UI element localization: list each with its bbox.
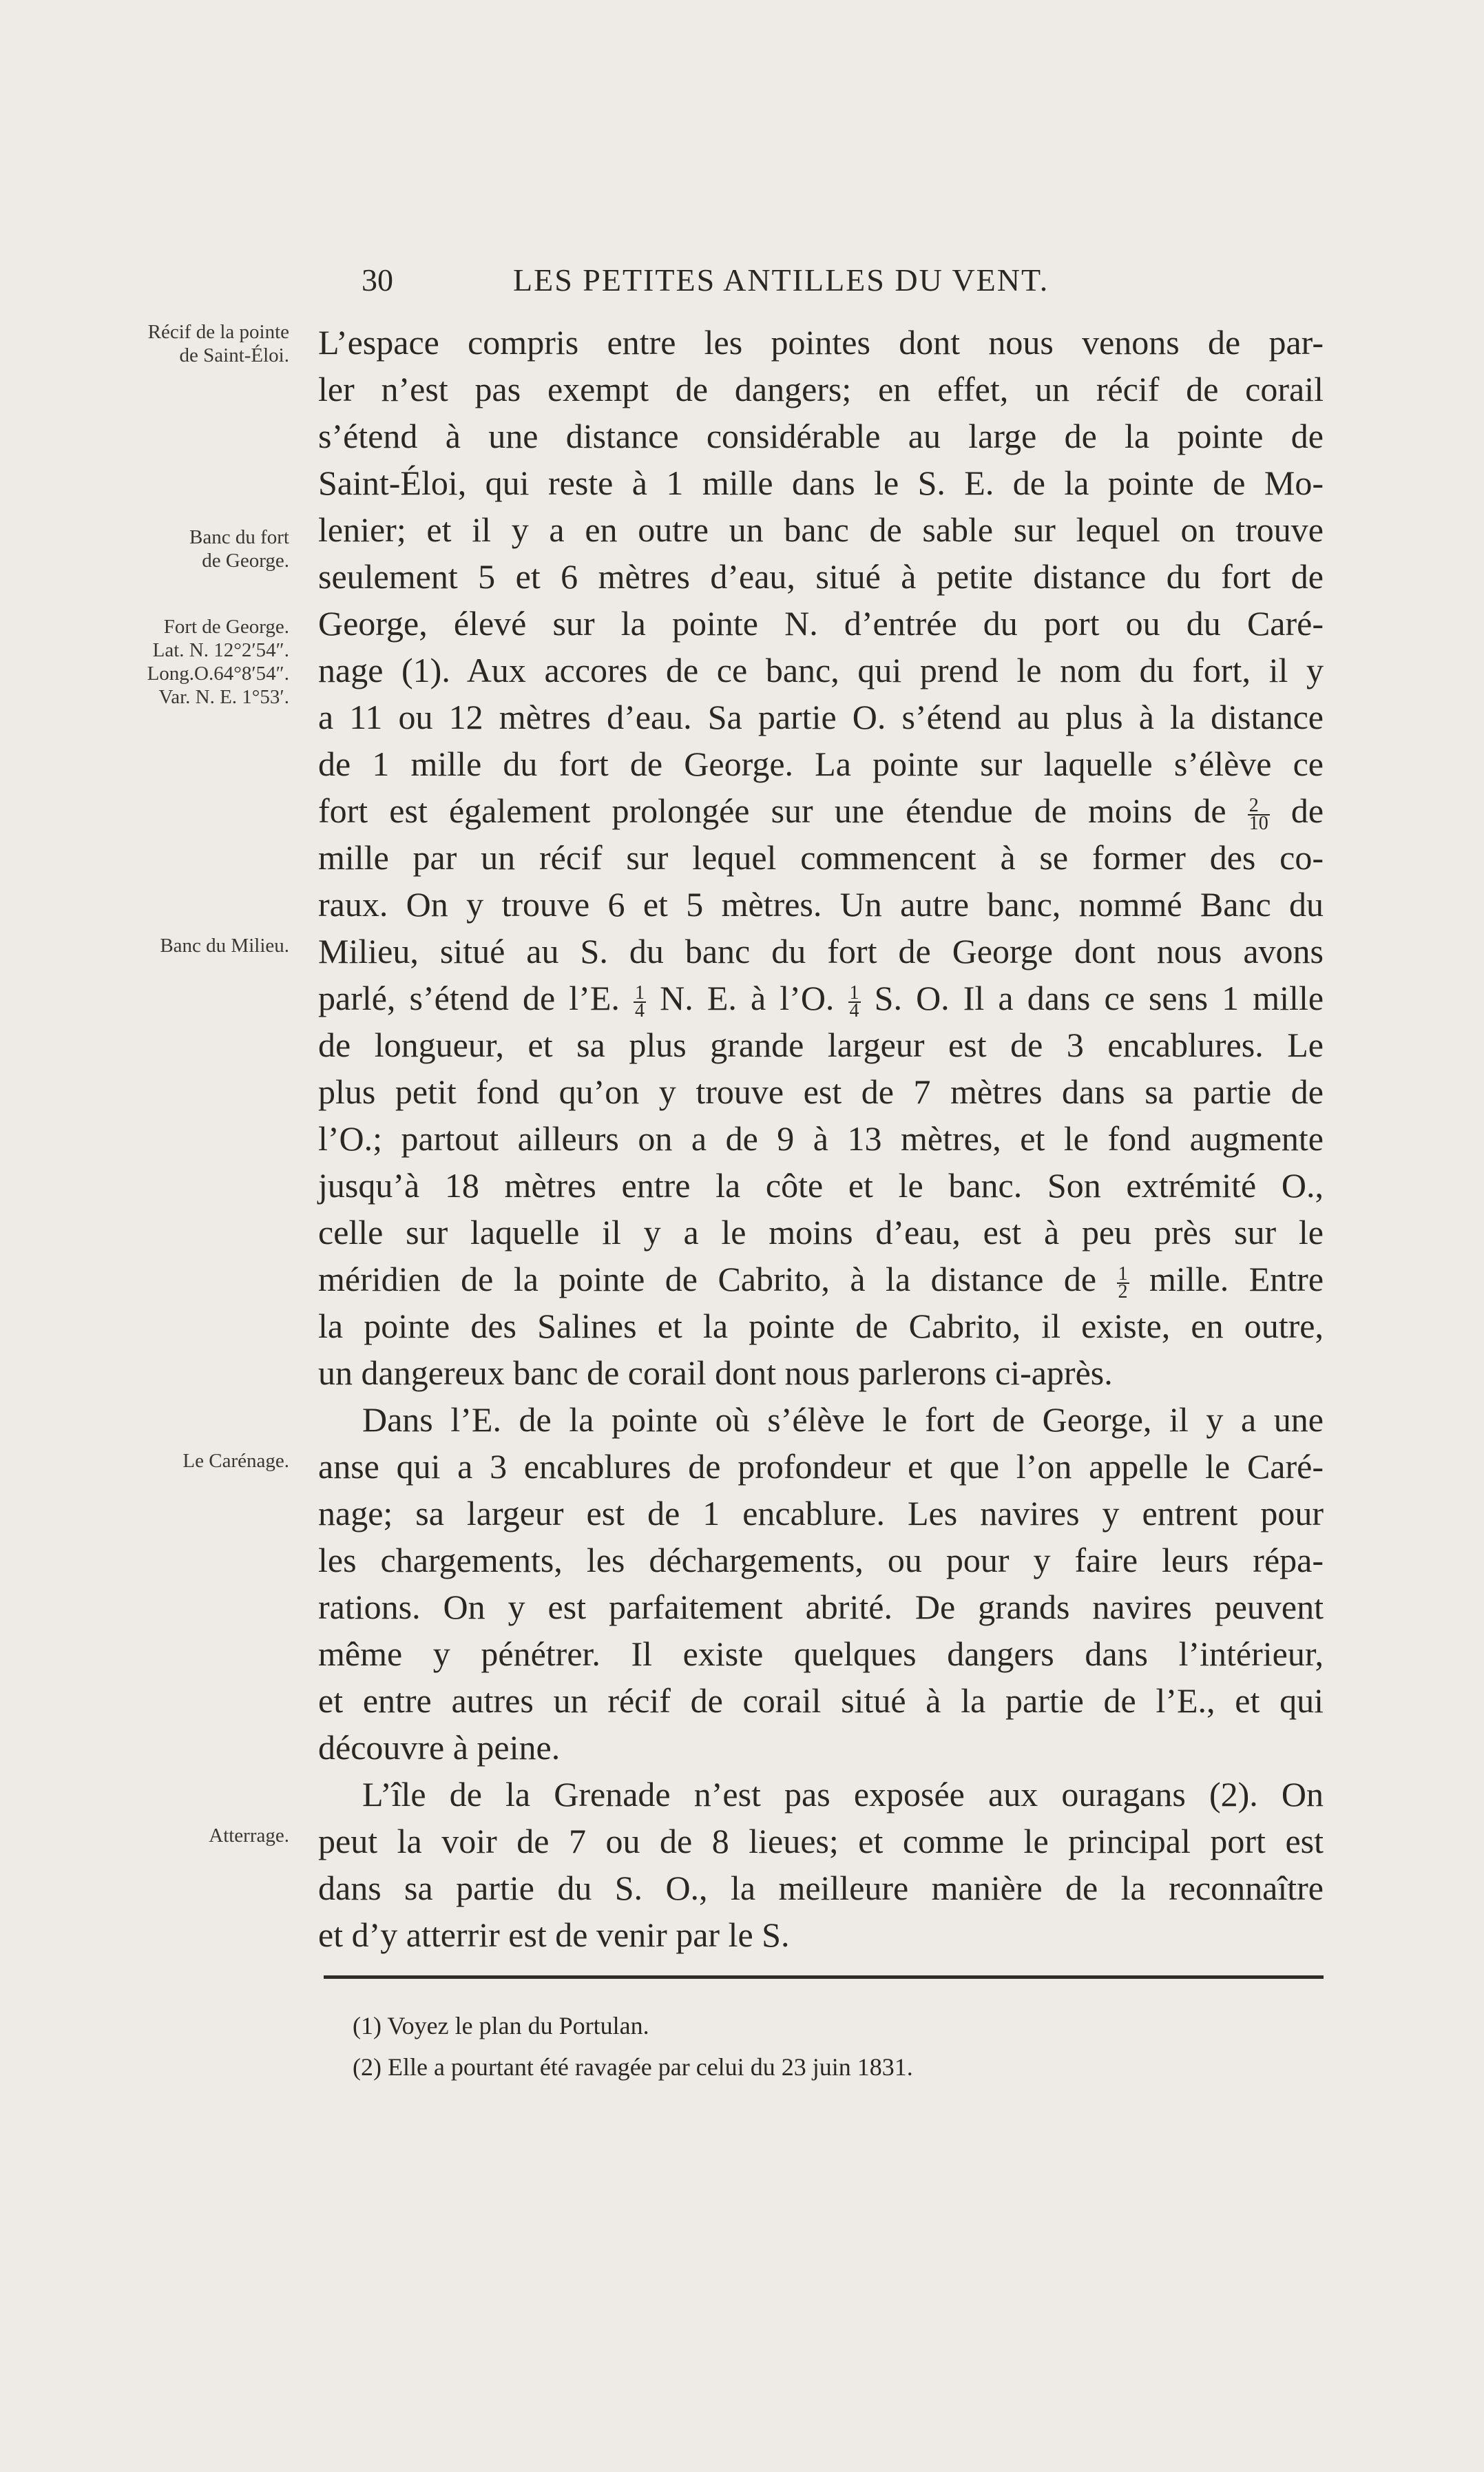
fraction-quarter <box>848 981 861 1021</box>
text-line: raux. On y trouve 6 et 5 mètres. Un autre banc, nommé Banc du <box>318 885 1324 924</box>
text-line: et entre autres un récif de corail situé à la partie de l’E., et qui <box>318 1681 1324 1720</box>
margin-note-recif-saint-eloi <box>148 320 289 367</box>
margin-note-line: de George. <box>202 550 289 572</box>
margin-note-line: Long.O.64°8′54″. <box>147 663 289 685</box>
margin-note-banc-fort-george <box>189 526 289 572</box>
text-line: de 1 mille du fort de George. La pointe sur laquelle s’élève ce <box>318 745 1324 783</box>
text-line: jusqu’à 18 mètres entre la côte et le banc. Son extrémité O., <box>318 1166 1324 1205</box>
text-line: et d’y atterrir est de venir par le S. <box>318 1915 790 1954</box>
fraction-denominator: 4 <box>849 999 859 1021</box>
text-line: Dans l’E. de la pointe où s’élève le fort de George, il y a une <box>362 1400 1324 1439</box>
text-line: mille par un récif sur lequel commencent à se former des co- <box>318 838 1324 877</box>
text-segment: parlé, s’étend de l’E. <box>318 979 620 1017</box>
text-segment: méridien de la pointe de Cabrito, à la distance de <box>318 1260 1097 1298</box>
text-line: lenier; et il y a en outre un banc de sable sur lequel on trouve <box>318 510 1324 549</box>
fraction-numerator: 2 <box>1248 798 1270 816</box>
text-line <box>318 1256 1324 1302</box>
text-line: Milieu, situé au S. du banc du fort de George dont nous avons <box>318 932 1324 970</box>
fraction-half <box>1117 1263 1129 1302</box>
text-segment: N. E. à l’O. <box>660 979 835 1017</box>
text-line: L’espace compris entre les pointes dont nous venons de par- <box>318 323 1324 362</box>
text-line: celle sur laquelle il y a le moins d’eau, est à peu près sur le <box>318 1213 1324 1251</box>
fraction-numerator: 1 <box>1118 1263 1128 1285</box>
page-header <box>362 262 1326 303</box>
text-line: George, élevé sur la pointe N. d’entrée du port ou du Caré- <box>318 604 1324 643</box>
fraction-numerator: 1 <box>635 981 645 1004</box>
text-line: les chargements, les déchargements, ou pour y faire leurs répa- <box>318 1541 1324 1579</box>
fraction-denominator: 2 <box>1118 1280 1128 1302</box>
text-line: même y pénétrer. Il existe quelques dangers dans l’intérieur, <box>318 1634 1324 1673</box>
text-line: ler n’est pas exempt de dangers; en effet, un récif de corail <box>318 370 1324 408</box>
text-segment: S. O. Il a dans ce sens 1 mille <box>874 979 1324 1017</box>
fraction-numerator: 1 <box>849 981 859 1004</box>
page-number: 30 <box>362 262 393 298</box>
text-segment: fort est également prolongée sur une étendue de moins de <box>318 791 1226 830</box>
margin-note-line: de Saint-Éloi. <box>179 344 289 366</box>
fraction-denominator: 4 <box>635 999 645 1021</box>
footnote-1: (1) Voyez le plan du Portulan. <box>353 2012 649 2039</box>
margin-note-line: Atterrage. <box>209 1825 289 1847</box>
text-line: de longueur, et sa plus grande largeur est de 3 encablures. Le <box>318 1026 1324 1064</box>
text-line: s’étend à une distance considérable au large de la pointe de <box>318 417 1324 455</box>
text-line: seulement 5 et 6 mètres d’eau, situé à petite distance du fort de <box>318 557 1324 596</box>
text-line: a 11 ou 12 mètres d’eau. Sa partie O. s’étend au plus à la distance <box>318 698 1324 736</box>
margin-note-line: Le Carénage. <box>182 1450 289 1472</box>
text-line: dans sa partie du S. O., la meilleure manière de la reconnaître <box>318 1869 1324 1907</box>
text-segment: mille. Entre <box>1149 1260 1324 1298</box>
margin-note-atterrage <box>209 1824 289 1847</box>
text-line: découvre à peine. <box>318 1728 561 1767</box>
margin-note-le-carenage <box>182 1449 289 1473</box>
fraction-two-tenths <box>1248 794 1270 834</box>
text-line: la pointe des Salines et la pointe de Cabrito, il existe, en outre, <box>318 1307 1324 1345</box>
text-line: plus petit fond qu’on y trouve est de 7 mètres dans sa partie de <box>318 1072 1324 1111</box>
margin-note-line: Récif de la pointe <box>147 321 289 343</box>
text-line <box>318 975 1324 1021</box>
text-line: l’O.; partout ailleurs on a de 9 à 13 mètres, et le fond augmente <box>318 1119 1324 1158</box>
text-line: L’île de la Grenade n’est pas exposée aux ouragans (2). On <box>362 1775 1324 1814</box>
fraction-denominator: 10 <box>1248 812 1268 834</box>
text-line <box>318 787 1324 834</box>
text-segment: de <box>1290 791 1324 830</box>
text-line: Saint-Éloi, qui reste à 1 mille dans le S. E. de la pointe de Mo- <box>318 464 1324 502</box>
text-line: nage (1). Aux accores de ce banc, qui prend le nom du fort, il y <box>318 651 1324 689</box>
text-line: un dangereux banc de corail dont nous parlerons ci-après. <box>318 1353 1113 1392</box>
margin-note-line: Banc du Milieu. <box>160 935 289 957</box>
margin-note-fort-george <box>147 615 289 709</box>
margin-note-line: Lat. N. 12°2′54″. <box>152 639 289 661</box>
text-line: peut la voir de 7 ou de 8 lieues; et comme le principal port est <box>318 1822 1324 1860</box>
footnote-divider <box>324 1975 1324 1979</box>
margin-note-line: Banc du fort <box>189 526 289 548</box>
fraction-quarter <box>634 981 646 1021</box>
margin-note-banc-du-milieu <box>160 934 289 957</box>
margin-note-line: Var. N. E. 1°53′. <box>158 686 289 708</box>
text-line: nage; sa largeur est de 1 encablure. Les navires y entrent pour <box>318 1494 1324 1533</box>
margin-note-line: Fort de George. <box>163 616 289 638</box>
running-title: LES PETITES ANTILLES DU VENT. <box>513 262 1049 298</box>
text-line: rations. On y est parfaitement abrité. De grands navires peuvent <box>318 1588 1324 1626</box>
footnote-2: (2) Elle a pourtant été ravagée par celui du 23 juin 1831. <box>353 2053 913 2081</box>
text-line: anse qui a 3 encablures de profondeur et que l’on appelle le Caré- <box>318 1447 1324 1486</box>
